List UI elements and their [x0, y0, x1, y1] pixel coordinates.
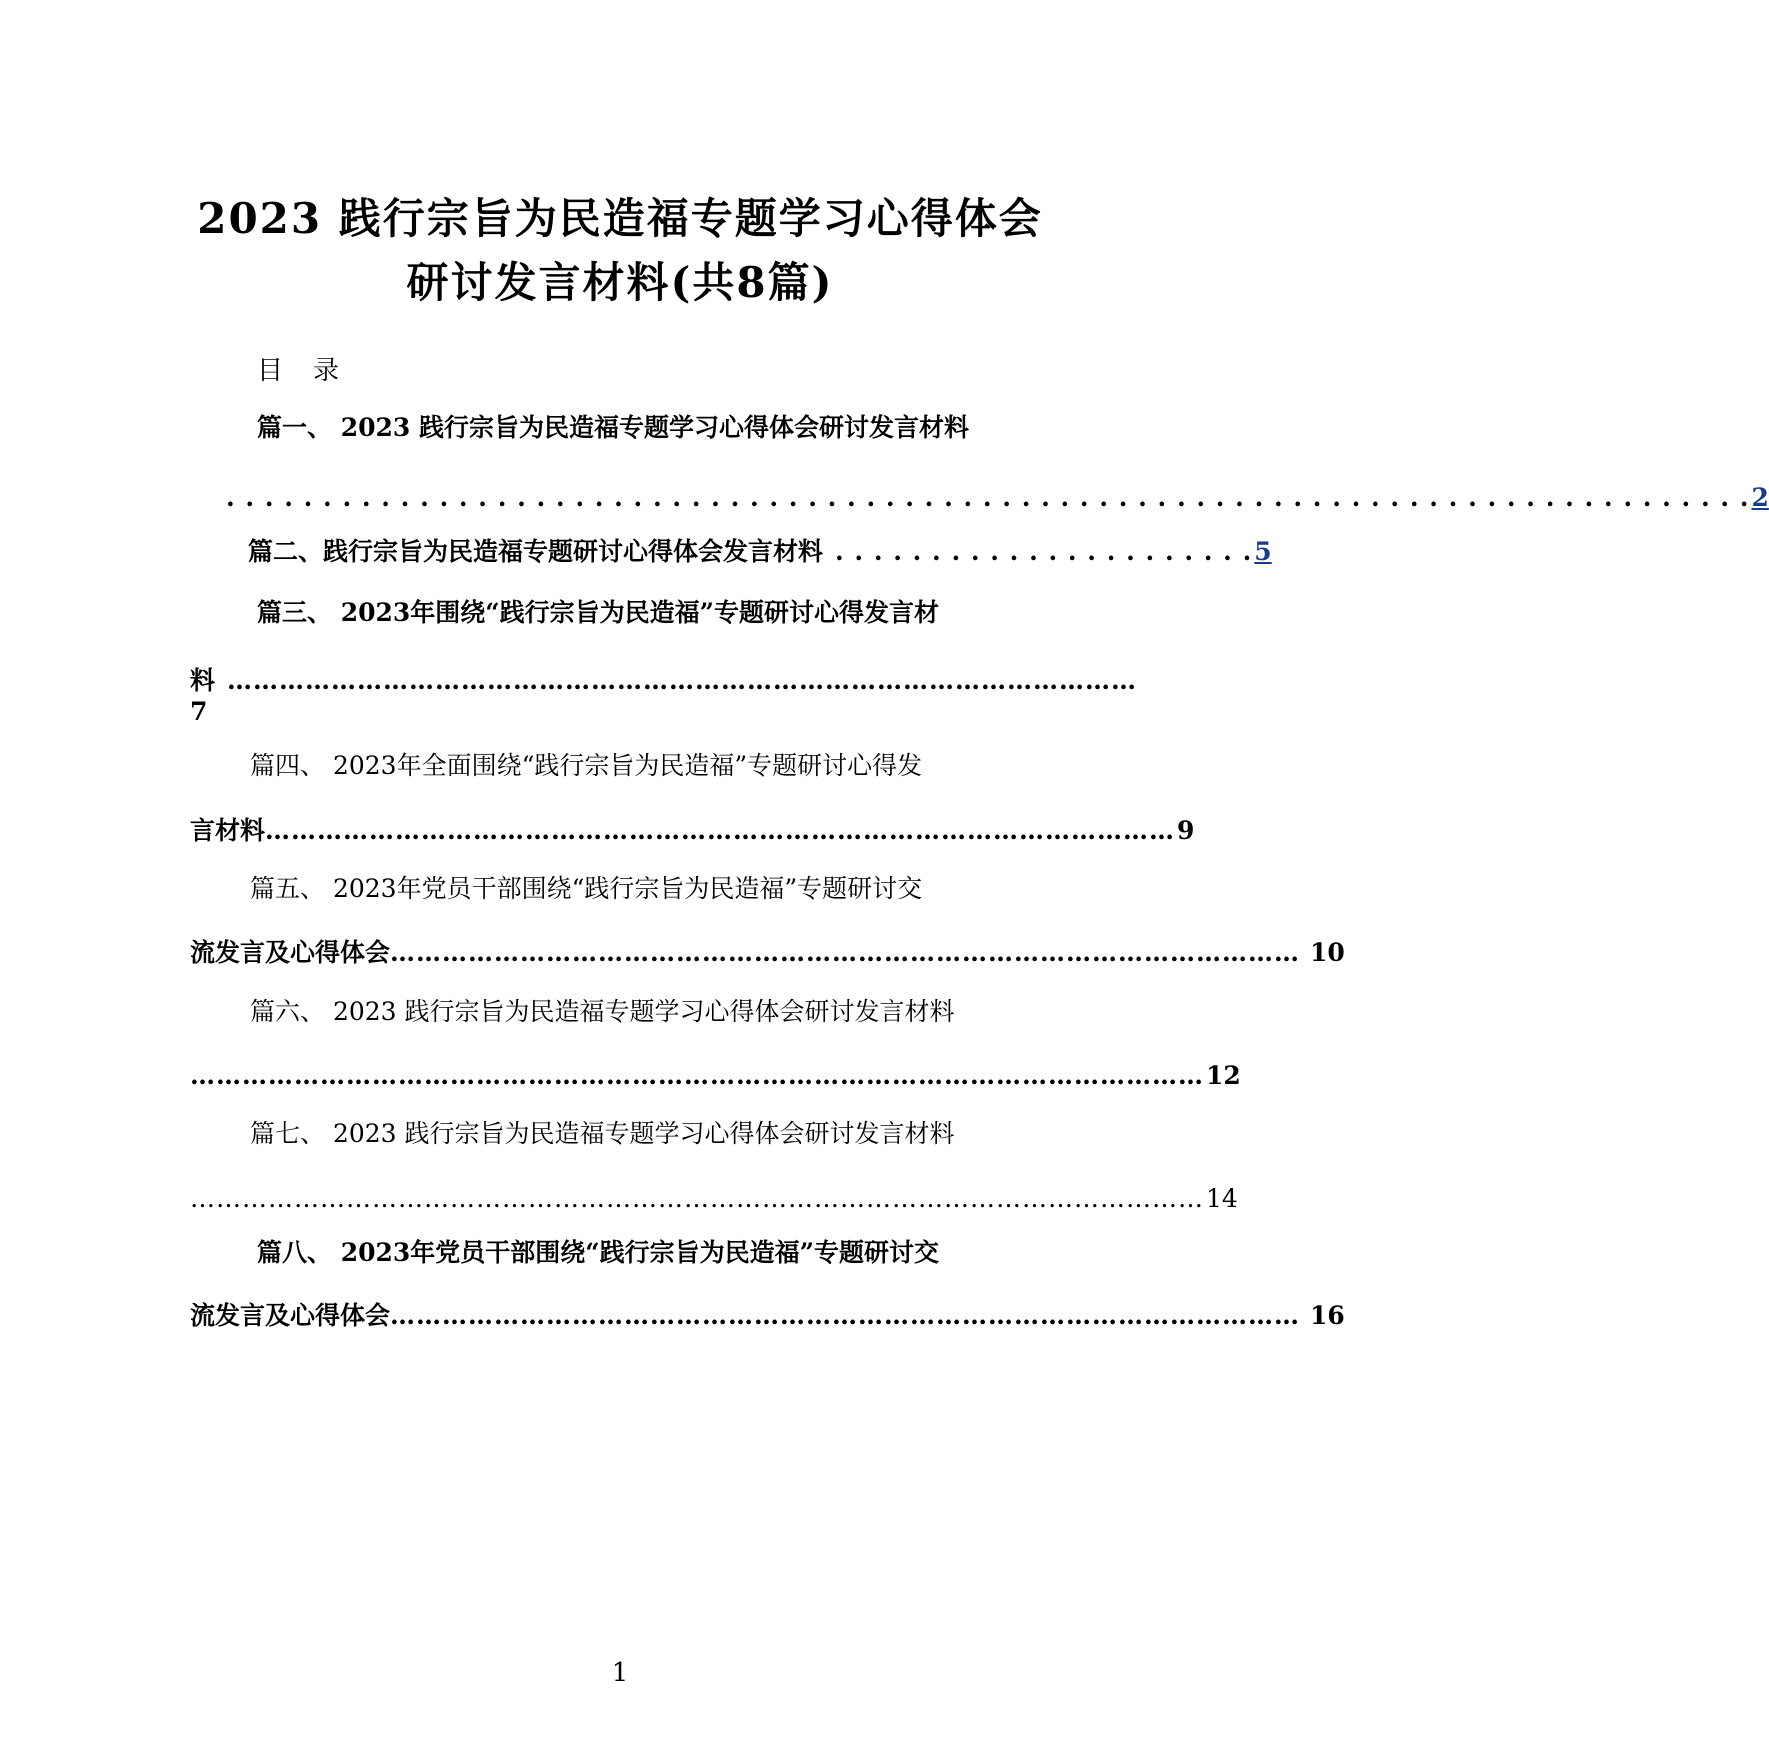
toc-entry-6-title[interactable]: 篇六、 2023 践行宗旨为民造福专题学习心得体会研讨发言材料 [250, 997, 955, 1026]
dot-leader: …………………………………………………………………………………………… [265, 816, 1176, 845]
toc-entry-5-leader[interactable] [190, 937, 1345, 969]
toc-entry-6-leader[interactable] [190, 1060, 1241, 1092]
toc-entry-3-leader[interactable] [190, 665, 1138, 697]
toc-heading: 目录 [257, 356, 370, 386]
toc-entry-3-title[interactable]: 篇三、 2023年围绕“践行宗旨为民造福”专题研讨心得发言材 [257, 598, 940, 627]
toc-entry-7-title[interactable]: 篇七、 2023 践行宗旨为民造福专题学习心得体会研讨发言材料 [250, 1119, 955, 1148]
toc-entry-4-title[interactable]: 篇四、 2023年全面围绕“践行宗旨为民造福”专题研讨心得发 [250, 751, 923, 780]
toc-entry-7-page[interactable]: 14 [1206, 1184, 1238, 1213]
toc-entry-3-title-cont: 料 [190, 666, 216, 695]
dot-leader: ……………………………………………………………………………………………………… [190, 1184, 1204, 1213]
toc-entry-1-page[interactable]: 2 [1751, 483, 1769, 512]
toc-entry-4-title-cont: 言材料 [190, 816, 266, 845]
dot-leader: …………………………………………………………………………………………… [227, 666, 1138, 695]
toc-entry-8-title-cont: 流发言及心得体会 [190, 1301, 391, 1330]
toc-entry-6-page[interactable]: 12 [1206, 1061, 1241, 1090]
toc-entry-5-title[interactable]: 篇五、 2023年党员干部围绕“践行宗旨为民造福”专题研讨交 [250, 874, 923, 903]
toc-entry-3-page[interactable]: 7 [190, 697, 208, 726]
toc-entry-2-page[interactable]: 5 [1254, 537, 1272, 566]
dot-leader: . . . . . . . . . . . . . . . . . . . . . . [835, 537, 1253, 566]
toc-entry-5-page[interactable]: 10 [1310, 938, 1345, 967]
page-number: 1 [611, 1658, 629, 1688]
dot-leader: . . . . . . . . . . . . . . . . . . . . . . . . . . . . . . . . . . . . . . . . . . . . . . . . . . . . . . . . . . . . . . . . . . . . . . . . . . . . . . . [226, 483, 1750, 512]
toc-entry-1-title[interactable]: 篇一、 2023 践行宗旨为民造福专题学习心得体会研讨发言材料 [257, 413, 969, 442]
toc-entry-4-page[interactable]: 9 [1177, 816, 1195, 845]
toc-entry-1-leader[interactable] [226, 482, 1769, 514]
dot-leader: …………………………………………………………………………………………… [390, 938, 1301, 967]
dot-leader: ……………………………………………………………………………………………………… [190, 1061, 1204, 1090]
toc-entry-2-title: 篇二、践行宗旨为民造福专题研讨心得体会发言材料 [248, 537, 824, 566]
toc-entry-2[interactable] [248, 536, 1272, 568]
toc-entry-7-leader[interactable] [190, 1183, 1238, 1215]
toc-entry-8-title[interactable]: 篇八、 2023年党员干部围绕“践行宗旨为民造福”专题研讨交 [257, 1238, 940, 1267]
toc-entry-8-leader[interactable] [190, 1300, 1345, 1332]
dot-leader: …………………………………………………………………………………………… [390, 1301, 1301, 1330]
toc-entry-4-leader[interactable] [190, 815, 1195, 847]
document-title-line2: 研讨发言材料(共8篇) [406, 258, 834, 307]
toc-entry-8-page[interactable]: 16 [1310, 1301, 1345, 1330]
document-title-line1: 2023 践行宗旨为民造福专题学习心得体会 [197, 194, 1043, 243]
toc-entry-5-title-cont: 流发言及心得体会 [190, 938, 391, 967]
